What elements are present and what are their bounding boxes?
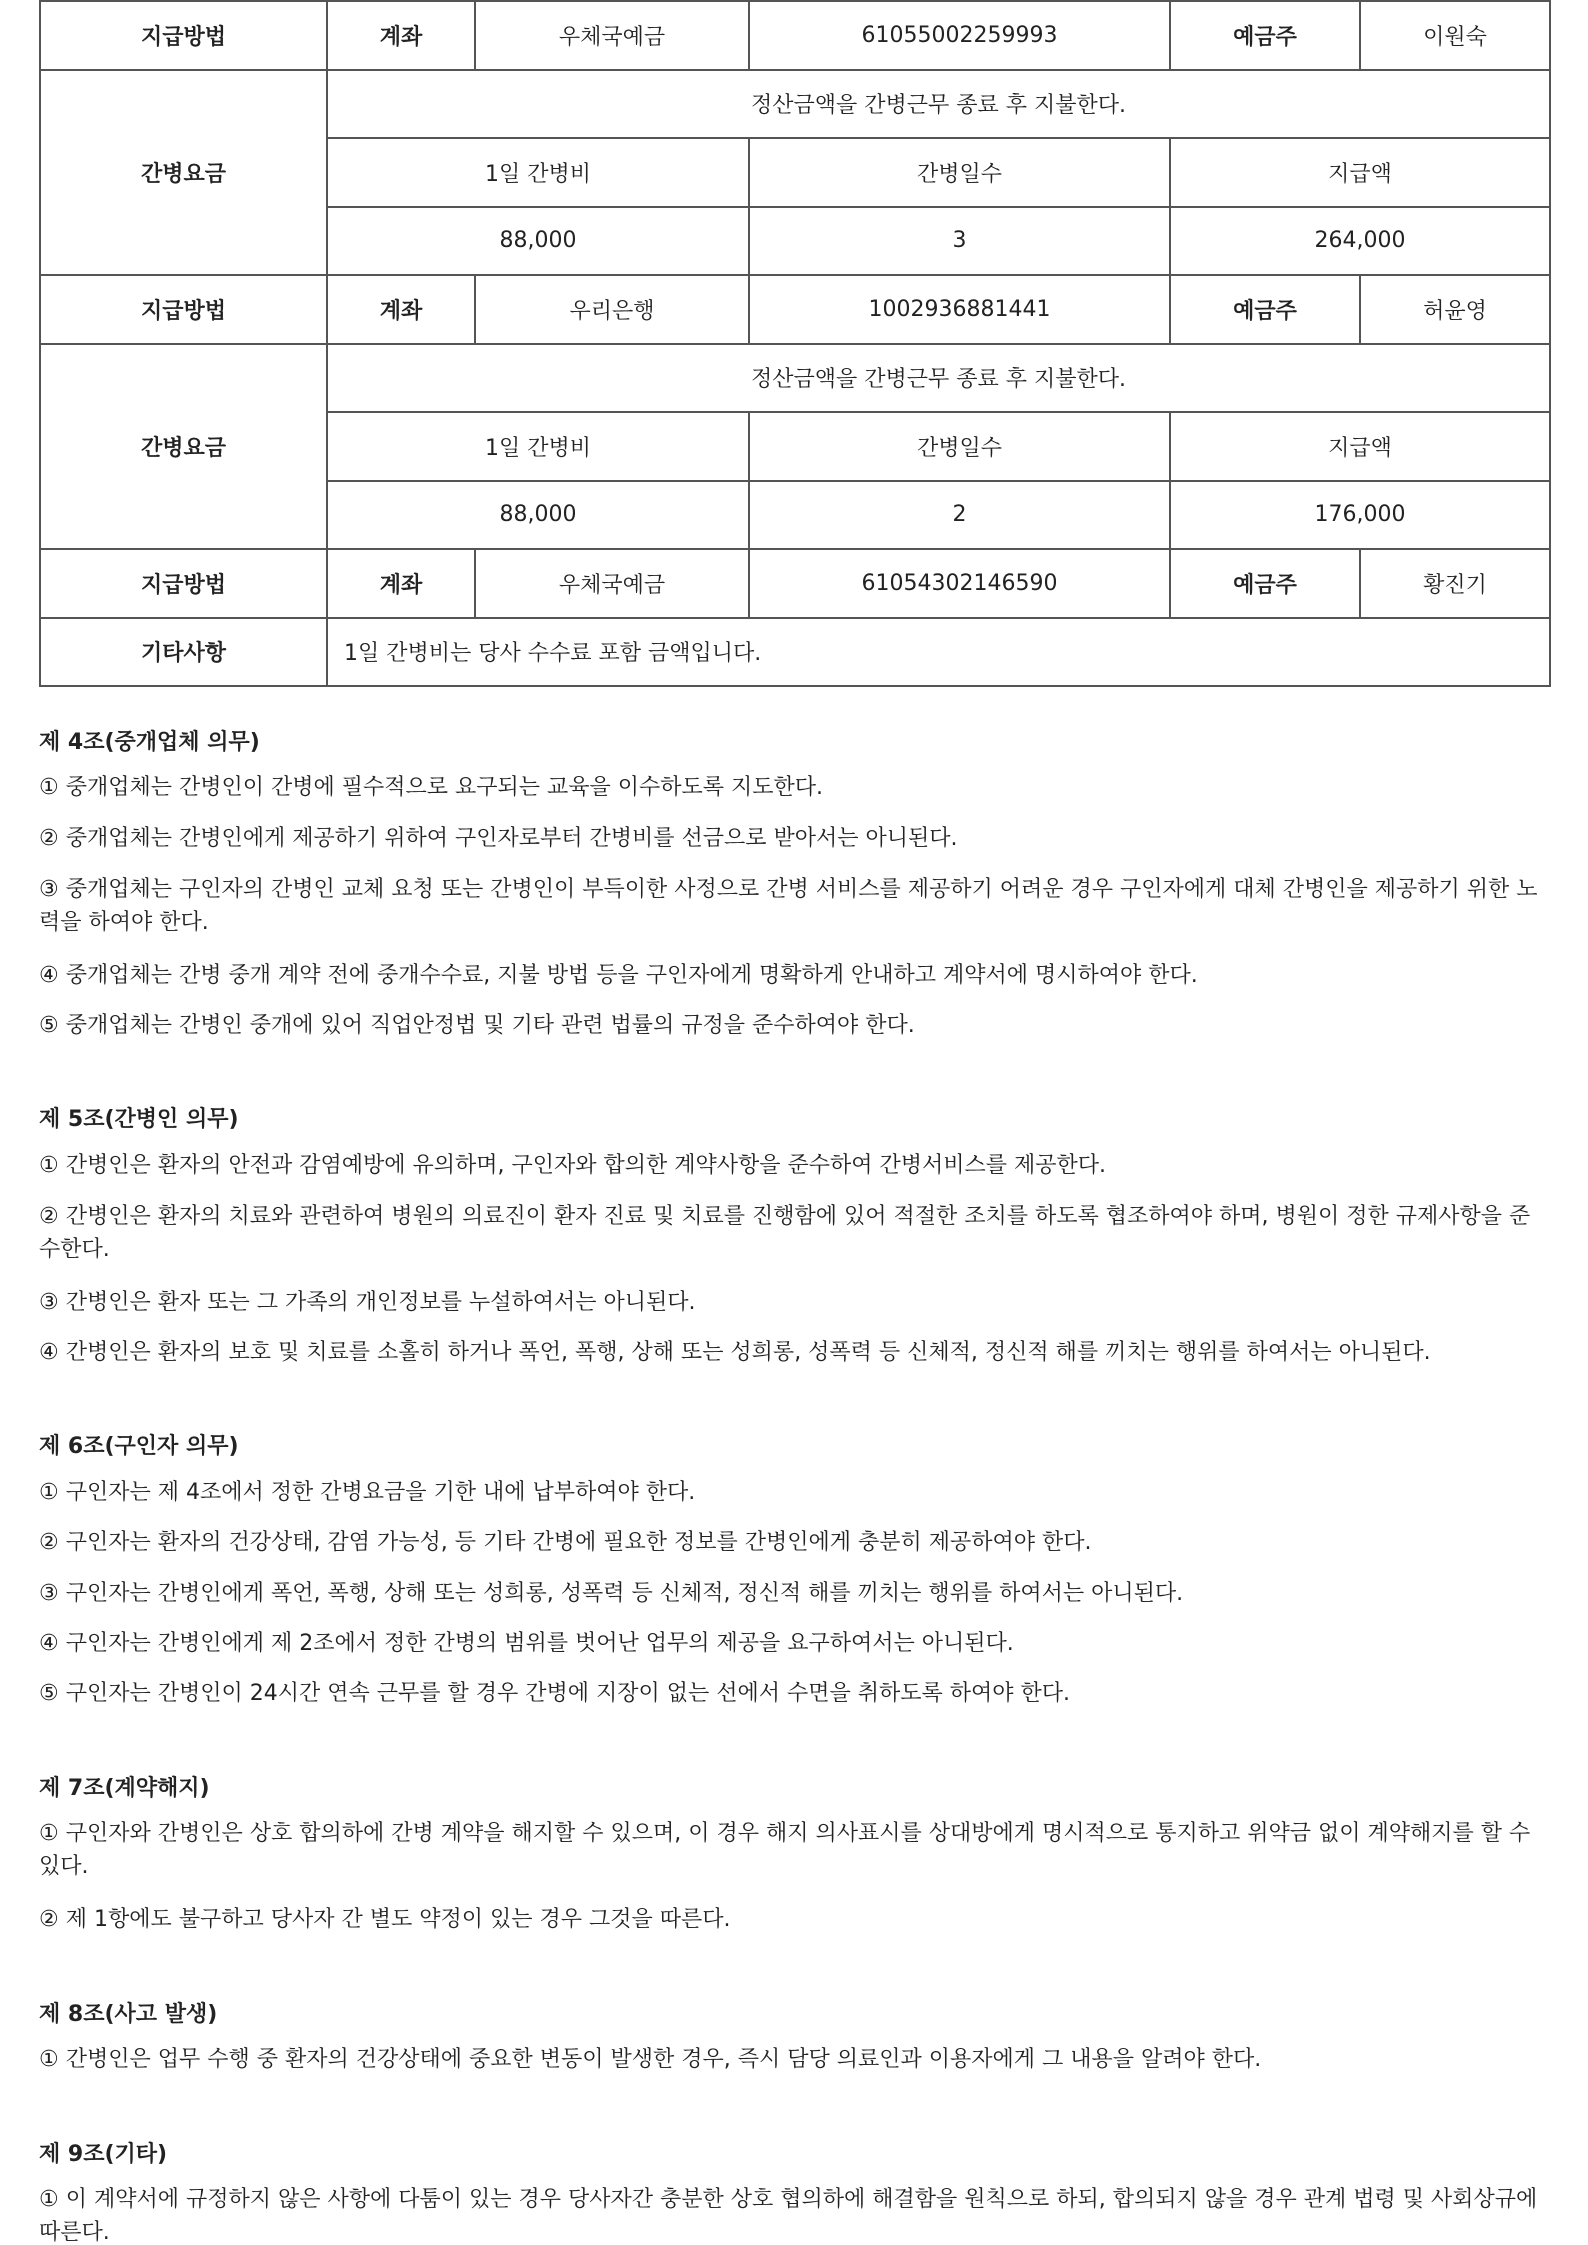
clause: ② 중개업체는 간병인에게 제공하기 위하여 구인자로부터 간병비를 선금으로 받아서는 아니된다. [39, 826, 958, 851]
clause: ① 간병인은 환자의 안전과 감염예방에 유의하며, 구인자와 합의한 계약사항을 준수하여 간병서비스를 제공한다. [39, 1153, 1106, 1178]
bank-name: 우리은행 [475, 275, 749, 344]
article-title: 제 8조(사고 발생) [39, 2002, 218, 2027]
clause: ① 간병인은 업무 수행 중 환자의 건강상태에 중요한 변동이 발생한 경우, 즉시 담당 의료인과 이용자에게 그 내용을 알려야 한다. [39, 2047, 1262, 2072]
fee-label: 간병요금 [40, 70, 327, 276]
payment-table [39, 0, 1551, 687]
payment-row [40, 549, 1550, 618]
daily-fee-value: 88,000 [327, 207, 749, 276]
etc-text: 1일 간병비는 당사 수수료 포함 금액입니다. [327, 618, 1550, 687]
account-number: 61055002259993 [749, 1, 1170, 70]
amount-value: 264,000 [1170, 207, 1550, 276]
clause: ④ 중개업체는 간병 중개 계약 전에 중개수수료, 지불 방법 등을 구인자에게 명확하게 안내하고 계약서에 명시하여야 한다. [39, 963, 1198, 988]
fee-note-row [40, 344, 1550, 413]
payment-method-label: 지급방법 [40, 1, 327, 70]
account-holder: 황진기 [1360, 549, 1550, 618]
fee-note: 정산금액을 간병근무 종료 후 지불한다. [327, 70, 1550, 139]
payment-method-label: 지급방법 [40, 549, 327, 618]
article-title: 제 4조(중개업체 의무) [39, 730, 260, 755]
bank-name: 우체국예금 [475, 549, 749, 618]
amount-header: 지급액 [1170, 412, 1550, 481]
clause: ⑤ 중개업체는 간병인 중개에 있어 직업안정법 및 기타 관련 법률의 규정을 준수하여야 한다. [39, 1013, 915, 1038]
fee-label: 간병요금 [40, 344, 327, 550]
bank-name: 우체국예금 [475, 1, 749, 70]
clause: ③ 중개업체는 구인자의 간병인 교체 요청 또는 간병인이 부득이한 사정으로 간병 서비스를 제공하기 어려운 경우 구인자에게 대체 간병인을 제공하기 위한 노력을 하여야 한다. [39, 877, 1538, 935]
clause: ② 제 1항에도 불구하고 당사자 간 별도 약정이 있는 경우 그것을 따른다. [39, 1907, 731, 1932]
days-value: 3 [749, 207, 1170, 276]
article-title: 제 7조(계약해지) [39, 1776, 210, 1801]
clause: ① 이 계약서에 규정하지 않은 사항에 다툼이 있는 경우 당사자간 충분한 상호 협의하에 해결함을 원칙으로 하되, 합의되지 않을 경우 관계 법령 및 사회상규에 따른다. [39, 2187, 1538, 2245]
account-label: 계좌 [327, 275, 475, 344]
amount-header: 지급액 [1170, 138, 1550, 207]
daily-fee-value: 88,000 [327, 481, 749, 550]
clause: ⑤ 구인자는 간병인이 24시간 연속 근무를 할 경우 간병에 지장이 없는 선에서 수면을 취하도록 하여야 한다. [39, 1681, 1070, 1706]
amount-value: 176,000 [1170, 481, 1550, 550]
article-title: 제 5조(간병인 의무) [39, 1107, 239, 1132]
daily-fee-header: 1일 간병비 [327, 412, 749, 481]
article-title: 제 9조(기타) [39, 2142, 168, 2167]
etc-label: 기타사항 [40, 618, 327, 687]
daily-fee-header: 1일 간병비 [327, 138, 749, 207]
clause: ④ 간병인은 환자의 보호 및 치료를 소홀히 하거나 폭언, 폭행, 상해 또는 성희롱, 성폭력 등 신체적, 정신적 해를 끼치는 행위를 하여서는 아니된다. [39, 1340, 1431, 1365]
account-holder-label: 예금주 [1170, 549, 1360, 618]
clause: ③ 구인자는 간병인에게 폭언, 폭행, 상해 또는 성희롱, 성폭력 등 신체적, 정신적 해를 끼치는 행위를 하여서는 아니된다. [39, 1581, 1184, 1606]
clause: ① 구인자는 제 4조에서 정한 간병요금을 기한 내에 납부하여야 한다. [39, 1480, 696, 1505]
clause: ② 간병인은 환자의 치료와 관련하여 병원의 의료진이 환자 진료 및 치료를 진행함에 있어 적절한 조치를 하도록 협조하여야 하며, 병원이 정한 규제사항을 준수한다. [39, 1204, 1531, 1262]
fee-note: 정산금액을 간병근무 종료 후 지불한다. [327, 344, 1550, 413]
fee-note-row [40, 70, 1550, 139]
account-holder: 이원숙 [1360, 1, 1550, 70]
days-header: 간병일수 [749, 138, 1170, 207]
payment-row [40, 1, 1550, 70]
article-title: 제 6조(구인자 의무) [39, 1434, 239, 1459]
payment-row [40, 275, 1550, 344]
account-holder: 허윤영 [1360, 275, 1550, 344]
clause: ① 구인자와 간병인은 상호 합의하에 간병 계약을 해지할 수 있으며, 이 경우 해지 의사표시를 상대방에게 명시적으로 통지하고 위약금 없이 계약해지를 할 수 있다. [39, 1821, 1531, 1879]
account-number: 61054302146590 [749, 549, 1170, 618]
clause: ① 중개업체는 간병인이 간병에 필수적으로 요구되는 교육을 이수하도록 지도한다. [39, 775, 823, 800]
etc-row [40, 618, 1550, 687]
account-label: 계좌 [327, 1, 475, 70]
clause: ③ 간병인은 환자 또는 그 가족의 개인정보를 누설하여서는 아니된다. [39, 1290, 696, 1315]
account-number: 1002936881441 [749, 275, 1170, 344]
payment-method-label: 지급방법 [40, 275, 327, 344]
clause: ④ 구인자는 간병인에게 제 2조에서 정한 간병의 범위를 벗어난 업무의 제공을 요구하여서는 아니된다. [39, 1631, 1014, 1656]
clause: ② 구인자는 환자의 건강상태, 감염 가능성, 등 기타 간병에 필요한 정보를 간병인에게 충분히 제공하여야 한다. [39, 1530, 1092, 1555]
days-value: 2 [749, 481, 1170, 550]
account-holder-label: 예금주 [1170, 1, 1360, 70]
days-header: 간병일수 [749, 412, 1170, 481]
account-label: 계좌 [327, 549, 475, 618]
account-holder-label: 예금주 [1170, 275, 1360, 344]
